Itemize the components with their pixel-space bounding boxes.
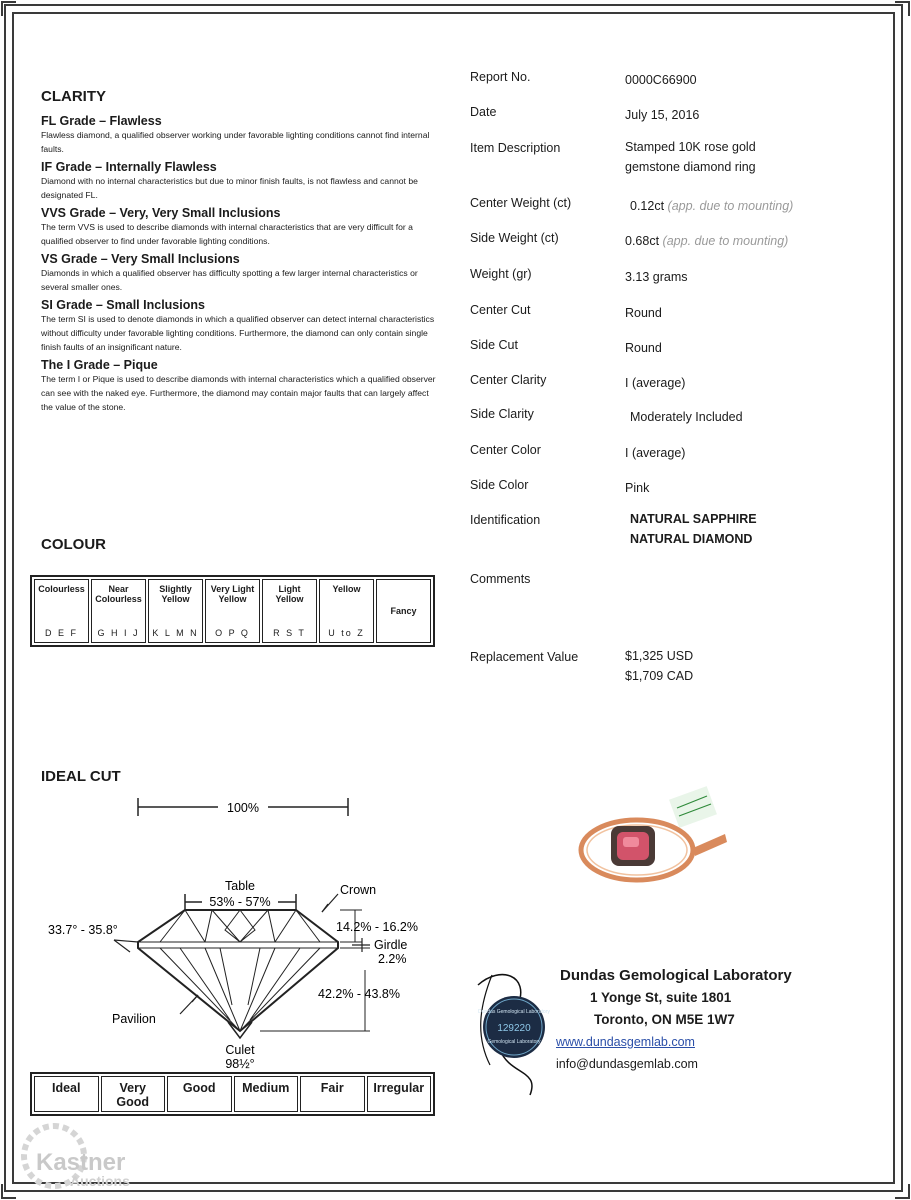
report-label: Identification [470, 513, 541, 527]
colour-cell [91, 579, 146, 643]
colour-cell-letters: D E F [44, 628, 78, 638]
clarity-grade-title: FL Grade – Flawless [41, 114, 162, 128]
report-value-note: (app. due to mounting) [667, 199, 794, 213]
ideal-cut-heading: IDEAL CUT [41, 768, 121, 785]
colour-cell [262, 579, 317, 643]
clarity-grade-title: VS Grade – Very Small Inclusions [41, 252, 240, 266]
diagram-girdle-label: Girdle [374, 938, 408, 952]
report-label: Replacement Value [470, 650, 579, 664]
diagram-girdle-value: 2.2% [378, 952, 407, 966]
watermark-line2: Auctions [70, 1173, 130, 1189]
colour-cell-letters: R S T [273, 628, 306, 638]
diagram-crown-angle: 33.7° - 35.8° [48, 923, 118, 937]
corner-ornament-icon [893, 0, 911, 18]
report-label: Side Color [470, 478, 529, 492]
report-value-line: Stamped 10K rose gold [625, 140, 756, 154]
report-value-line: $1,325 USD [625, 649, 694, 663]
report-value: 0000C66900 [625, 73, 697, 87]
report-value [630, 509, 757, 549]
report-value-line: NATURAL SAPPHIRE [630, 512, 757, 526]
report-value-main: 0.12ct [630, 199, 665, 213]
lab-address-line2: Toronto, ON M5E 1W7 [594, 1012, 735, 1027]
report-value [630, 196, 793, 216]
clarity-grade [41, 298, 441, 354]
report-label: Center Weight (ct) [470, 196, 572, 210]
clarity-grade-desc: Diamonds in which a qualified observer has difficulty spotting a few larger internal characteristics or several smaller ones. [41, 268, 418, 292]
colour-cell-name: Yellow [332, 584, 361, 594]
cut-grade-cell: Ideal [34, 1076, 99, 1112]
report-label: Center Clarity [470, 373, 547, 387]
report-value: 3.13 grams [625, 270, 688, 284]
report-label: Item Description [470, 141, 561, 155]
seal-text-bottom: Gemological Laboratory [487, 1039, 541, 1045]
report-value: July 15, 2016 [625, 108, 700, 122]
report-value [625, 646, 693, 686]
diagram-pavilion-depth: 42.2% - 43.8% [318, 987, 400, 1001]
report-value-main: 0.68ct [625, 234, 660, 248]
lab-info-block [470, 965, 890, 1105]
report-label: Comments [470, 572, 531, 586]
lab-name: Dundas Gemological Laboratory [560, 967, 792, 984]
report-value: I (average) [625, 446, 686, 460]
report-value: I (average) [625, 376, 686, 390]
clarity-grade [41, 358, 441, 414]
cut-grade-cell: Good [167, 1076, 232, 1112]
colour-cell-name: Very Light Yellow [210, 584, 255, 604]
report-details-panel [455, 20, 895, 1180]
report-value: Pink [625, 481, 650, 495]
clarity-grade-title: IF Grade – Internally Flawless [41, 160, 217, 174]
report-value-line: $1,709 CAD [625, 669, 694, 683]
auction-watermark [14, 1118, 139, 1193]
clarity-grade-list [41, 110, 441, 414]
clarity-grade-desc: The term I or Pique is used to describe diamonds with internal characteristics which a qualified observer can see with the naked eye. Furthermore, the diamond may contain major faults that can largely affect the value of the stone. [41, 374, 436, 412]
report-label: Side Clarity [470, 407, 534, 421]
colour-heading: COLOUR [41, 536, 106, 553]
colour-cell [34, 579, 89, 643]
lab-address [556, 965, 792, 1075]
clarity-grade-title: SI Grade – Small Inclusions [41, 298, 205, 312]
clarity-grade-desc: Diamond with no internal characteristics but due to minor finish faults, is not flawless and cannot be designated FL. [41, 176, 418, 200]
clarity-grade [41, 206, 441, 248]
report-label: Center Cut [470, 303, 531, 317]
cut-grade-cell: Medium [234, 1076, 299, 1112]
clarity-grade-title: VVS Grade – Very, Very Small Inclusions [41, 206, 281, 220]
diagram-table-label: Table [225, 879, 255, 893]
colour-cell-name: Fancy [390, 606, 417, 616]
colour-cell-letters: O P Q [215, 628, 250, 638]
grading-reference-panel [20, 60, 448, 1180]
report-value-line: NATURAL DIAMOND [630, 532, 753, 546]
colour-cell-letters: U to Z [328, 628, 365, 638]
clarity-heading: CLARITY [41, 88, 106, 105]
report-label: Weight (gr) [470, 267, 532, 281]
report-value-note: (app. due to mounting) [662, 234, 789, 248]
clarity-grade [41, 114, 441, 156]
diagram-crown-height: 14.2% - 16.2% [336, 920, 418, 934]
report-value [625, 231, 788, 251]
lab-email: info@dundasgemlab.com [556, 1057, 698, 1071]
lab-seal-hologram [470, 965, 560, 1100]
clarity-grade-desc: The term SI is used to denote diamonds in which a qualified observer can detect internal characteristics without difficulty under favorable lighting conditions. Furthermore, the diamond can only contain single finish faults of an insignificant nature. [41, 314, 435, 352]
colour-cell [205, 579, 260, 643]
clarity-grade-title: The I Grade – Pique [41, 358, 158, 372]
report-value-line: gemstone diamond ring [625, 160, 756, 174]
diagram-pavilion-label: Pavilion [112, 1012, 156, 1026]
colour-cell [148, 579, 203, 643]
corner-ornament-icon [0, 0, 18, 18]
diagram-culet-angle: 98½° [225, 1057, 255, 1071]
report-label: Side Weight (ct) [470, 231, 559, 245]
colour-cell-letters: G H I J [97, 628, 140, 638]
colour-cell-name: Colourless [38, 584, 85, 594]
diagram-table-range: 53% - 57% [209, 895, 271, 909]
clarity-grade [41, 252, 441, 294]
lab-website-link[interactable]: www.dundasgemlab.com [556, 1035, 695, 1049]
watermark-line1: Kastner [36, 1149, 126, 1176]
seal-number: 129220 [497, 1023, 531, 1034]
colour-cell-name: Light Yellow [275, 584, 304, 604]
clarity-grade [41, 160, 441, 202]
report-value [625, 137, 756, 177]
report-value: Moderately Included [630, 410, 743, 424]
ring-photo [575, 788, 735, 898]
cut-grade-cell: Irregular [367, 1076, 432, 1112]
report-value: Round [625, 341, 662, 355]
colour-cell-name: Slightly Yellow [159, 584, 192, 604]
colour-cell [376, 579, 431, 643]
ideal-cut-diagram [40, 790, 440, 1071]
colour-cell-letters: K L M N [152, 628, 199, 638]
report-value: Round [625, 306, 662, 320]
corner-ornament-icon [893, 1182, 911, 1200]
clarity-grade-desc: Flawless diamond, a qualified observer working under favorable lighting conditions cannot find internal faults. [41, 130, 430, 154]
seal-text-top: Dundas Gemological Laboratory [478, 1009, 550, 1015]
report-label: Report No. [470, 70, 531, 84]
cut-grade-table [30, 1072, 435, 1116]
report-label: Date [470, 105, 497, 119]
colour-scale-table [30, 575, 435, 647]
colour-cell-name: Near Colourless [95, 584, 142, 604]
clarity-grade-desc: The term VVS is used to describe diamonds with internal characteristics that are very difficult for a qualified observer to find under favorable lighting conditions. [41, 222, 413, 246]
report-label: Side Cut [470, 338, 518, 352]
cut-grade-cell: Fair [300, 1076, 365, 1112]
diagram-crown-label: Crown [340, 883, 377, 897]
lab-address-line1: 1 Yonge St, suite 1801 [590, 990, 732, 1005]
colour-cell [319, 579, 374, 643]
cut-grade-cell: Very Good [101, 1076, 166, 1112]
diagram-culet-label: Culet [225, 1043, 255, 1057]
report-label: Center Color [470, 443, 541, 457]
diagram-total-label: 100% [227, 801, 259, 815]
